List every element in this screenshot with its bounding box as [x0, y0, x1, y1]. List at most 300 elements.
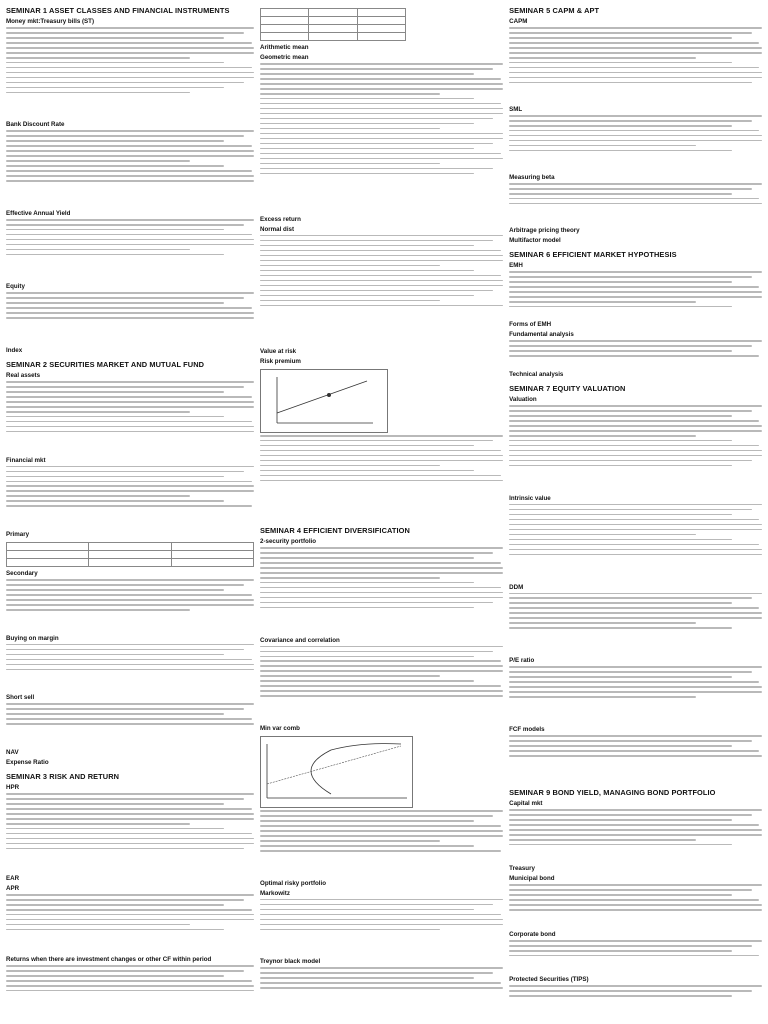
text-line	[509, 301, 696, 303]
text-block	[509, 940, 762, 976]
snippet: P/E ratio	[509, 657, 535, 665]
text-line	[260, 607, 474, 609]
text-line	[509, 554, 762, 556]
text-line	[260, 440, 493, 442]
text-line	[509, 420, 759, 422]
return-table	[260, 8, 406, 41]
text-line	[6, 72, 254, 74]
text-line	[260, 690, 503, 692]
text-line	[260, 572, 503, 574]
text-line	[6, 793, 254, 795]
text-line	[260, 295, 474, 297]
text-block	[6, 466, 254, 531]
snippet: Municipal bond	[509, 875, 555, 883]
text-line	[6, 669, 254, 671]
text-line	[6, 970, 244, 972]
section-seminar-6	[509, 250, 762, 380]
text-line	[509, 612, 762, 614]
text-line	[260, 143, 493, 145]
text-line	[260, 899, 503, 901]
text-line	[6, 396, 252, 398]
text-line	[509, 345, 752, 347]
snippet: Corporate bond	[509, 930, 556, 938]
text-line	[6, 703, 254, 705]
text-block	[6, 703, 254, 748]
text-line	[6, 579, 254, 581]
snippet: Index	[6, 347, 23, 355]
text-block	[509, 593, 762, 657]
text-line	[260, 285, 503, 287]
text-line	[6, 37, 224, 39]
section-title: SEMINAR 2 SECURITIES MARKET AND MUTUAL FUND	[6, 360, 205, 369]
text-line	[6, 924, 190, 926]
text-line	[260, 450, 501, 452]
text-line	[260, 280, 503, 282]
text-block	[260, 235, 503, 347]
text-line	[509, 544, 759, 546]
text-line	[260, 173, 474, 175]
text-line	[6, 914, 254, 916]
text-line	[6, 391, 224, 393]
text-line	[509, 125, 732, 127]
text-line	[6, 818, 254, 820]
column-left	[6, 6, 254, 1020]
text-line	[6, 965, 254, 967]
text-line	[260, 148, 474, 150]
text-line	[509, 899, 759, 901]
text-block	[509, 809, 762, 864]
text-line	[6, 664, 254, 666]
text-line	[509, 405, 762, 407]
text-line	[509, 465, 732, 467]
text-line	[260, 68, 493, 70]
text-line	[6, 476, 224, 478]
text-line	[509, 814, 752, 816]
text-line	[6, 67, 252, 69]
text-line	[6, 312, 254, 314]
text-line	[509, 514, 732, 516]
text-line	[509, 193, 732, 195]
snippet: Effective Annual Yield	[6, 209, 71, 217]
text-line	[6, 180, 254, 182]
text-block	[260, 63, 503, 215]
text-block	[260, 435, 503, 522]
snippet: Optimal risky portfolio	[260, 879, 327, 887]
text-block	[6, 793, 254, 874]
text-line	[260, 845, 474, 847]
text-line	[6, 431, 254, 433]
text-line	[509, 839, 696, 841]
section-title: SEMINAR 6 EFFICIENT MARKET HYPOTHESIS	[509, 250, 677, 259]
text-line	[260, 810, 503, 812]
snippet: FCF models	[509, 726, 545, 734]
text-line	[6, 649, 244, 651]
text-line	[260, 128, 440, 130]
text-line	[260, 972, 493, 974]
text-line	[509, 819, 732, 821]
text-line	[509, 534, 696, 536]
snippet: Treasury	[509, 865, 535, 873]
text-line	[6, 471, 244, 473]
snippet: Measuring beta	[509, 173, 555, 181]
text-line	[260, 265, 440, 267]
text-line	[260, 108, 503, 110]
text-line	[509, 306, 732, 308]
text-block	[6, 381, 254, 456]
text-line	[260, 88, 503, 90]
text-line	[6, 229, 224, 231]
section-seminar-1	[6, 6, 254, 356]
text-line	[6, 980, 252, 982]
text-line	[509, 286, 759, 288]
text-line	[260, 153, 501, 155]
text-line	[509, 460, 752, 462]
text-line	[260, 158, 503, 160]
text-line	[6, 175, 254, 177]
snippet: SML	[509, 105, 523, 113]
text-line	[509, 57, 696, 59]
text-line	[6, 828, 224, 830]
text-line	[260, 275, 501, 277]
text-line	[509, 691, 762, 693]
text-block	[6, 130, 254, 208]
text-line	[509, 529, 762, 531]
section-title: SEMINAR 7 EQUITY VALUATION	[509, 384, 626, 393]
text-line	[6, 421, 252, 423]
text-line	[509, 32, 752, 34]
text-line	[6, 609, 190, 611]
snippet: Treynor black model	[260, 958, 321, 966]
text-line	[509, 745, 732, 747]
snippet: Min var comb	[260, 725, 300, 733]
text-line	[260, 825, 501, 827]
text-line	[260, 168, 493, 170]
text-block	[6, 219, 254, 283]
text-line	[6, 244, 254, 246]
text-line	[260, 63, 503, 65]
snippet: Bank Discount Rate	[6, 121, 65, 129]
text-line	[6, 155, 254, 157]
text-line	[6, 904, 224, 906]
snippet: EAR	[6, 874, 20, 882]
text-line	[260, 924, 503, 926]
text-line	[6, 466, 254, 468]
section-seminar-2	[6, 360, 254, 768]
text-line	[260, 240, 493, 242]
efficient-frontier-graph	[260, 736, 413, 808]
frontier-drawing	[261, 740, 411, 804]
text-line	[509, 77, 762, 79]
text-line	[509, 82, 752, 84]
text-block	[260, 547, 503, 636]
text-line	[260, 675, 440, 677]
snippet: Arithmetic mean	[260, 44, 309, 51]
snippet: NAV	[6, 749, 19, 756]
text-line	[260, 850, 501, 852]
text-line	[509, 27, 762, 29]
text-line	[260, 815, 493, 817]
text-line	[509, 824, 759, 826]
snippet: Real assets	[6, 372, 41, 379]
text-line	[509, 904, 762, 906]
column-right	[509, 6, 762, 1020]
snippet: Value at risk	[260, 347, 297, 355]
text-line	[509, 539, 732, 541]
text-line	[6, 170, 252, 172]
text-line	[260, 685, 501, 687]
text-line	[6, 140, 224, 142]
text-line	[509, 671, 752, 673]
text-line	[509, 42, 759, 44]
text-line	[509, 52, 762, 54]
text-line	[509, 750, 759, 752]
text-line	[509, 627, 732, 629]
text-line	[260, 138, 503, 140]
section-title: SEMINAR 9 BOND YIELD, MANAGING BOND PORTFOLIO	[509, 788, 716, 797]
text-block	[509, 183, 762, 226]
text-line	[260, 914, 501, 916]
text-line	[509, 755, 762, 757]
text-line	[260, 470, 474, 472]
text-line	[6, 381, 254, 383]
text-block	[6, 644, 254, 694]
text-line	[260, 680, 474, 682]
section-seminar-5	[509, 6, 762, 246]
snippet: DDM	[509, 583, 524, 591]
text-line	[509, 597, 752, 599]
text-line	[260, 919, 503, 921]
snippet: Excess return	[260, 215, 301, 223]
text-line	[260, 577, 440, 579]
text-line	[509, 676, 732, 678]
text-line	[6, 77, 254, 79]
text-line	[509, 276, 752, 278]
text-line	[6, 803, 224, 805]
text-line	[509, 985, 762, 987]
text-block	[509, 884, 762, 929]
text-line	[260, 123, 474, 125]
section-title: SEMINAR 5 CAPM & APT	[509, 6, 600, 15]
text-line	[509, 183, 762, 185]
text-line	[509, 203, 762, 205]
text-line	[6, 909, 252, 911]
snippet: Geometric mean	[260, 54, 309, 61]
text-line	[6, 985, 254, 987]
snippet: HPR	[6, 784, 20, 791]
text-line	[509, 889, 752, 891]
text-line	[509, 622, 696, 624]
text-block	[6, 579, 254, 634]
text-line	[6, 130, 254, 132]
text-line	[6, 160, 190, 162]
text-block	[509, 271, 762, 320]
text-line	[260, 300, 440, 302]
snippet: Covariance and correlation	[260, 636, 340, 644]
text-line	[509, 150, 732, 152]
text-line	[509, 666, 762, 668]
text-line	[6, 302, 224, 304]
text-line	[6, 481, 252, 483]
text-line	[509, 844, 732, 846]
text-line	[260, 670, 503, 672]
text-line	[6, 62, 224, 64]
text-line	[6, 249, 190, 251]
text-line	[6, 219, 254, 221]
text-line	[509, 607, 759, 609]
text-line	[260, 977, 474, 979]
text-block	[260, 967, 503, 1016]
text-line	[260, 250, 501, 252]
text-line	[509, 894, 732, 896]
text-line	[6, 813, 254, 815]
text-line	[6, 848, 244, 850]
text-line	[6, 292, 254, 294]
text-line	[6, 594, 252, 596]
text-line	[260, 103, 501, 105]
snippet: Normal dist	[260, 225, 295, 233]
snippet: Capital mkt	[509, 800, 543, 807]
text-line	[509, 62, 732, 64]
snippet: Money mkt:Treasury bills (ST)	[6, 18, 95, 25]
column-middle	[260, 6, 503, 1020]
text-line	[260, 98, 474, 100]
text-line	[509, 410, 752, 412]
text-line	[260, 290, 493, 292]
text-block	[6, 292, 254, 346]
text-line	[509, 519, 759, 521]
text-block	[509, 340, 762, 370]
text-line	[260, 695, 503, 697]
text-line	[509, 440, 732, 442]
text-block	[260, 810, 503, 879]
text-line	[509, 450, 762, 452]
text-line	[260, 73, 474, 75]
text-line	[6, 82, 244, 84]
text-line	[509, 524, 762, 526]
section-title: SEMINAR 4 EFFICIENT DIVERSIFICATION	[260, 526, 410, 535]
text-line	[260, 475, 501, 477]
text-line	[509, 602, 732, 604]
snippet: Multifactor model	[509, 236, 561, 244]
text-line	[509, 735, 762, 737]
text-line	[6, 589, 224, 591]
text-line	[6, 224, 244, 226]
snippet: Valuation	[509, 396, 537, 403]
snippet: Markowitz	[260, 889, 290, 897]
text-line	[260, 460, 503, 462]
cal-graph	[260, 369, 388, 433]
text-line	[509, 291, 762, 293]
text-line	[260, 435, 503, 437]
text-line	[260, 118, 493, 120]
text-block	[509, 666, 762, 725]
text-line	[6, 165, 224, 167]
text-line	[509, 809, 762, 811]
text-line	[260, 660, 501, 662]
text-line	[509, 445, 759, 447]
text-block	[509, 405, 762, 494]
cal-graph-drawing	[269, 373, 379, 429]
snippet: Equity	[6, 283, 25, 291]
text-line	[260, 255, 503, 257]
text-line	[6, 723, 254, 725]
snippet: CAPM	[509, 18, 528, 25]
text-line	[260, 552, 493, 554]
text-line	[260, 245, 474, 247]
text-line	[6, 27, 254, 29]
text-line	[509, 909, 762, 911]
text-line	[260, 651, 493, 653]
text-line	[509, 135, 762, 137]
text-line	[6, 239, 254, 241]
section-seminar-7	[509, 384, 762, 784]
text-line	[509, 340, 762, 342]
text-line	[6, 833, 252, 835]
text-line	[509, 945, 752, 947]
text-line	[6, 599, 254, 601]
snippet: Arbitrage pricing theory	[509, 226, 580, 234]
text-line	[260, 465, 440, 467]
text-line	[509, 188, 752, 190]
snippet: APR	[6, 884, 20, 892]
section-risk-return-cont	[260, 6, 503, 522]
text-line	[6, 52, 254, 54]
text-line	[6, 823, 190, 825]
text-line	[509, 940, 762, 942]
text-line	[6, 899, 244, 901]
text-line	[509, 72, 762, 74]
text-line	[6, 57, 190, 59]
text-line	[6, 92, 190, 94]
text-line	[260, 602, 493, 604]
section-seminar-3	[6, 772, 254, 1016]
text-line	[6, 838, 254, 840]
text-line	[509, 740, 752, 742]
text-line	[260, 547, 503, 549]
text-line	[6, 798, 244, 800]
text-line	[6, 317, 254, 319]
text-line	[260, 235, 503, 237]
text-line	[260, 835, 503, 837]
order-table	[6, 542, 254, 567]
text-line	[6, 495, 190, 497]
snippet: Secondary	[6, 570, 38, 578]
text-line	[509, 455, 762, 457]
section-title: SEMINAR 3 RISK AND RETURN	[6, 772, 120, 781]
text-line	[260, 665, 503, 667]
text-line	[509, 696, 696, 698]
text-line	[260, 587, 501, 589]
text-line	[260, 830, 503, 832]
text-line	[509, 995, 732, 997]
snippet: Returns when there are investment changes or other CF within period	[6, 955, 212, 963]
text-line	[509, 281, 732, 283]
text-line	[260, 133, 503, 135]
text-line	[260, 113, 503, 115]
text-line	[6, 307, 252, 309]
text-line	[509, 271, 762, 273]
section-title: SEMINAR 1 ASSET CLASSES AND FINANCIAL INSTRUMENTS	[6, 6, 230, 15]
text-line	[509, 198, 759, 200]
text-line	[509, 549, 762, 551]
text-line	[509, 593, 762, 595]
text-block	[509, 504, 762, 583]
snippet: Short sell	[6, 694, 35, 702]
text-line	[509, 140, 762, 142]
text-line	[6, 713, 224, 715]
text-line	[260, 455, 503, 457]
text-line	[509, 509, 752, 511]
